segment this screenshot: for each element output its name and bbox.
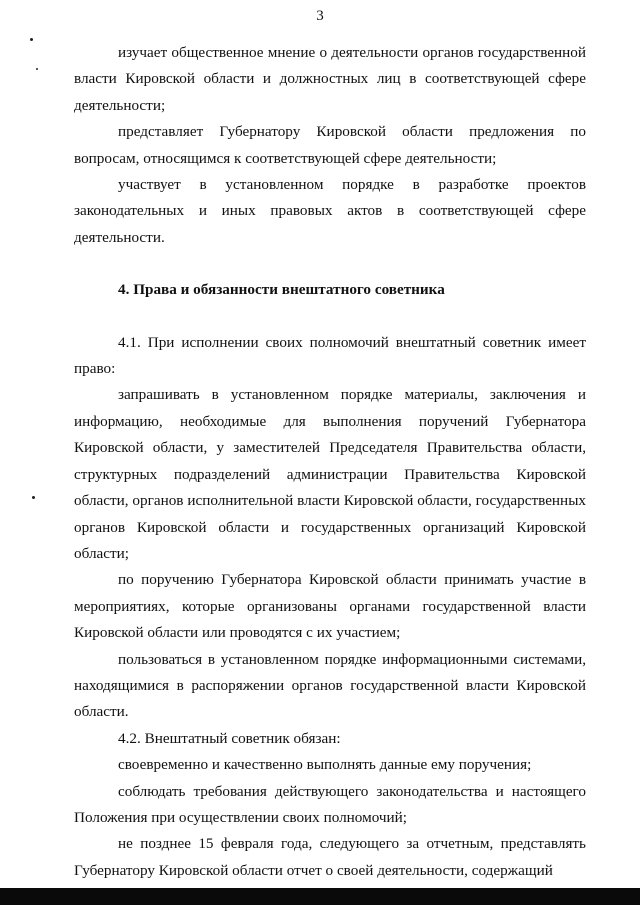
paragraph: соблюдать требования действующего законодательства и настоящего Положения при осуществлении своих полномочий;: [74, 782, 586, 826]
paragraph: участвует в установленном порядке в разработке проектов законодательных и иных правовых актов в соответствующей сфере деятельности.: [74, 176, 586, 246]
paragraph: по поручению Губернатора Кировской области принимать участие в мероприятиях, которые организованы органами государственной власти Кировской области или проводятся с их участием;: [74, 571, 586, 642]
paragraph: изучает общественное мнение о деятельности органов государственной власти Кировской области и должностных лиц в соответствующей сфере деятельности;: [74, 44, 586, 114]
section-heading: 4. Права и обязанности внештатного советника: [118, 281, 445, 299]
paragraph: запрашивать в установленном порядке материалы, заключения и информацию, необходимые для выполнения поручений Губернатора Кировской области, у заместителей Председателя Правительства области, структурных подразделений администрации Правительства Кировской области, органов исполнительной власти Кировской области, государственных органов Кировской области и государственных организаций Кировской области;: [74, 386, 586, 562]
scan-bottom-border: [0, 888, 640, 905]
paragraph: своевременно и качественно выполнять данные ему поручения;: [118, 756, 532, 774]
scan-speck: [36, 68, 38, 70]
scan-speck: [30, 38, 33, 41]
paragraph: не позднее 15 февраля года, следующего за отчетным, представлять Губернатору Кировской области отчет о своей деятельности, содержащий: [74, 835, 586, 879]
paragraph: 4.2. Внештатный советник обязан:: [118, 729, 341, 747]
paragraph: пользоваться в установленном порядке информационными системами, находящимися в распоряжении органов государственной власти Кировской области.: [74, 650, 586, 721]
paragraph: представляет Губернатору Кировской области предложения по вопросам, относящимся к соответствующей сфере деятельности;: [74, 123, 586, 167]
scan-speck: [32, 496, 35, 499]
page-number: 3: [316, 8, 324, 24]
document-body: [74, 40, 586, 884]
paragraph: 4.1. При исполнении своих полномочий внештатный советник имеет право:: [74, 333, 586, 378]
